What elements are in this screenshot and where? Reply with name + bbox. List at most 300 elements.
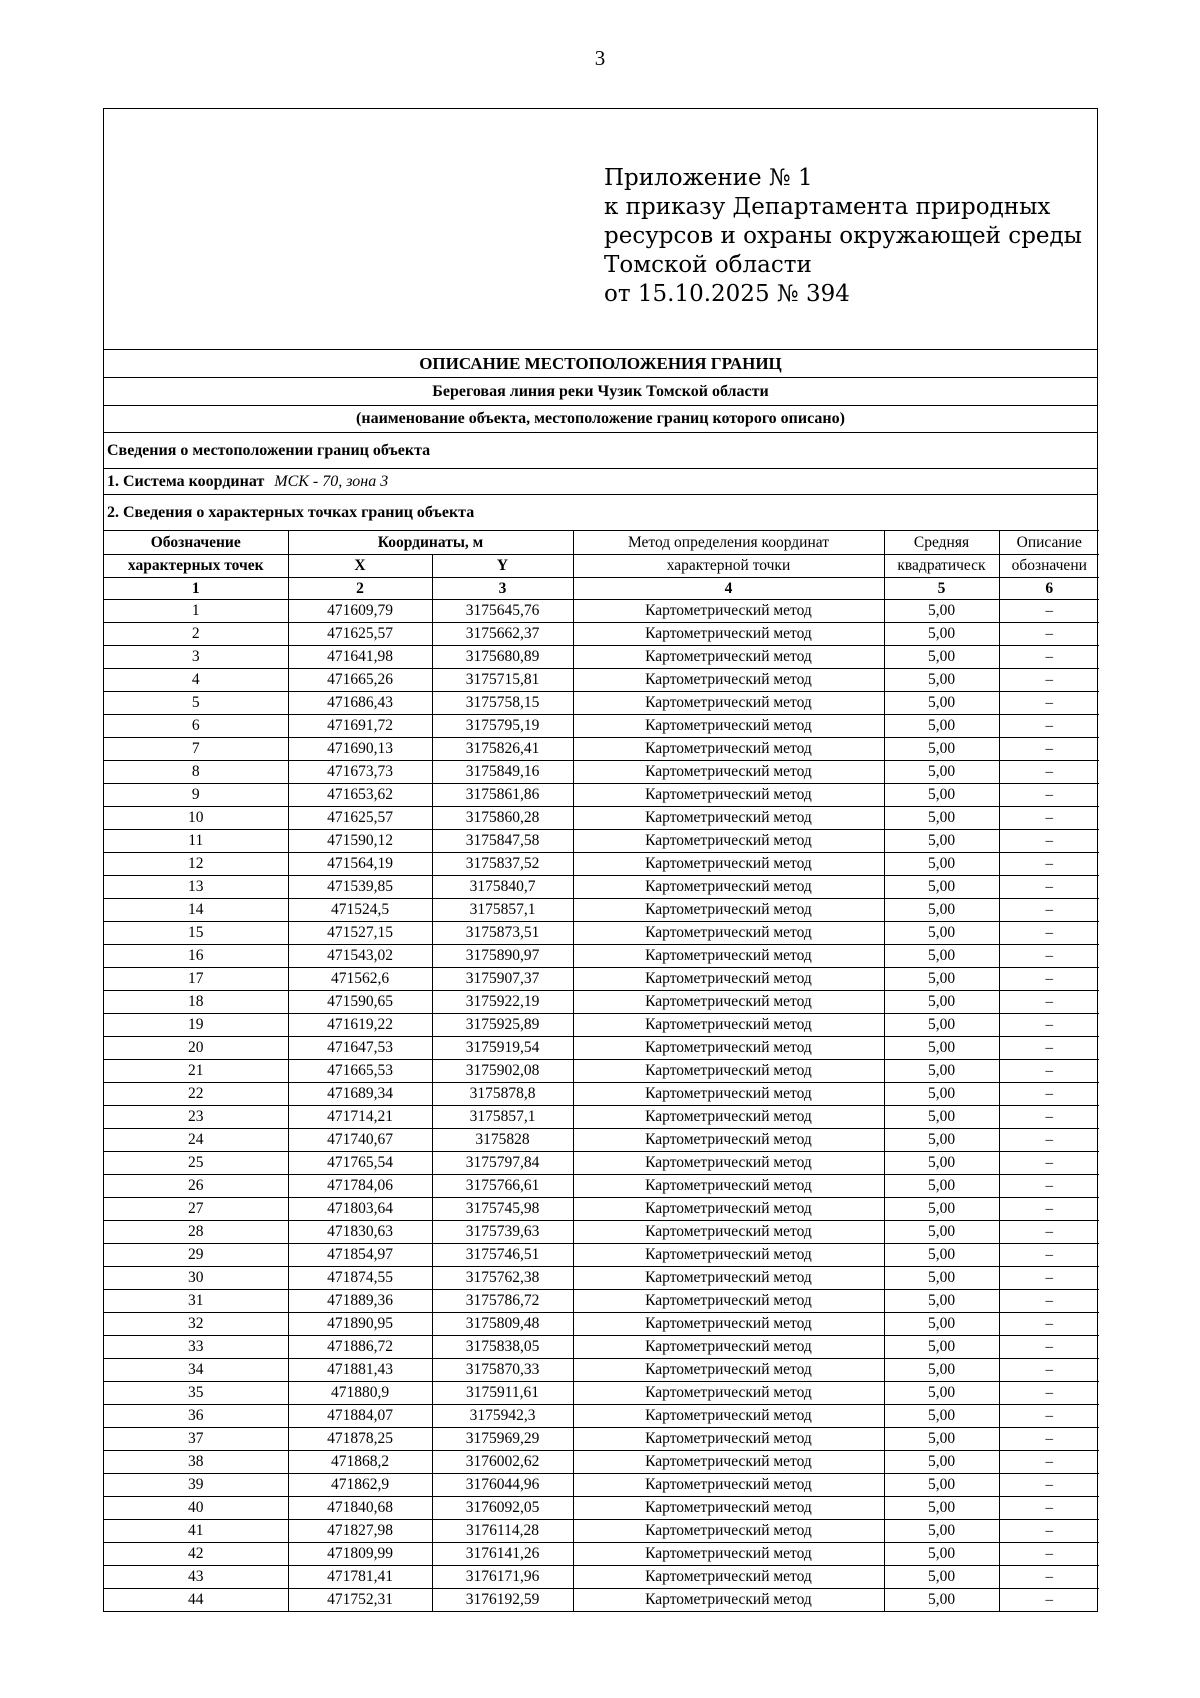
description-cell: – — [999, 600, 1099, 623]
coord-system-label: 1. Система координат — [107, 472, 265, 490]
description-cell: – — [999, 968, 1099, 991]
accuracy-cell: 5,00 — [884, 1543, 999, 1566]
accuracy-cell: 5,00 — [884, 991, 999, 1014]
method-cell: Картометрический метод — [573, 738, 884, 761]
y-coord-cell: 3175762,38 — [432, 1267, 573, 1290]
description-cell: – — [999, 738, 1099, 761]
coord-system-value: МСК - 70, зона 3 — [274, 472, 389, 490]
accuracy-cell: 5,00 — [884, 1566, 999, 1589]
method-cell: Картометрический метод — [573, 1497, 884, 1520]
col-number: 2 — [288, 578, 432, 600]
point-id-cell: 19 — [104, 1014, 288, 1037]
table-row — [104, 623, 1099, 646]
description-cell: – — [999, 1543, 1099, 1566]
description-cell: – — [999, 1474, 1099, 1497]
y-coord-cell: 3175911,61 — [432, 1382, 573, 1405]
table-row — [104, 1359, 1099, 1382]
accuracy-cell: 5,00 — [884, 1129, 999, 1152]
y-coord-cell: 3175890,97 — [432, 945, 573, 968]
y-coord-cell: 3176092,05 — [432, 1497, 573, 1520]
x-coord-cell: 471840,68 — [288, 1497, 432, 1520]
x-coord-cell: 471874,55 — [288, 1267, 432, 1290]
x-coord-cell: 471691,72 — [288, 715, 432, 738]
y-coord-cell: 3175838,05 — [432, 1336, 573, 1359]
accuracy-cell: 5,00 — [884, 1359, 999, 1382]
y-coord-cell: 3175873,51 — [432, 922, 573, 945]
method-cell: Картометрический метод — [573, 1520, 884, 1543]
accuracy-cell: 5,00 — [884, 1267, 999, 1290]
table-row — [104, 1382, 1099, 1405]
accuracy-cell: 5,00 — [884, 600, 999, 623]
table-row — [104, 899, 1099, 922]
method-cell: Картометрический метод — [573, 876, 884, 899]
method-cell: Картометрический метод — [573, 646, 884, 669]
table-row — [104, 1336, 1099, 1359]
method-cell: Картометрический метод — [573, 1106, 884, 1129]
accuracy-cell: 5,00 — [884, 1451, 999, 1474]
table-row — [104, 1106, 1099, 1129]
accuracy-cell: 5,00 — [884, 692, 999, 715]
y-coord-cell: 3175766,61 — [432, 1175, 573, 1198]
x-coord-cell: 471524,5 — [288, 899, 432, 922]
y-coord-cell: 3175746,51 — [432, 1244, 573, 1267]
description-cell: – — [999, 899, 1099, 922]
table-row — [104, 1175, 1099, 1198]
x-coord-cell: 471862,9 — [288, 1474, 432, 1497]
accuracy-cell: 5,00 — [884, 1497, 999, 1520]
x-coord-cell: 471886,72 — [288, 1336, 432, 1359]
y-coord-cell: 3175680,89 — [432, 646, 573, 669]
table-row — [104, 853, 1099, 876]
accuracy-cell: 5,00 — [884, 876, 999, 899]
description-cell: – — [999, 1198, 1099, 1221]
description-cell: – — [999, 1313, 1099, 1336]
table-row — [104, 922, 1099, 945]
appendix-line: Томской области — [604, 252, 812, 278]
description-cell: – — [999, 646, 1099, 669]
y-coord-cell: 3175828 — [432, 1129, 573, 1152]
y-coord-cell: 3175715,81 — [432, 669, 573, 692]
table-row — [104, 1543, 1099, 1566]
accuracy-cell: 5,00 — [884, 761, 999, 784]
y-coord-cell: 3175902,08 — [432, 1060, 573, 1083]
x-coord-cell: 471564,19 — [288, 853, 432, 876]
method-cell: Картометрический метод — [573, 1474, 884, 1497]
description-cell: – — [999, 1405, 1099, 1428]
point-id-cell: 3 — [104, 646, 288, 669]
method-cell: Картометрический метод — [573, 853, 884, 876]
description-cell: – — [999, 715, 1099, 738]
y-coord-cell: 3175969,29 — [432, 1428, 573, 1451]
x-coord-cell: 471609,79 — [288, 600, 432, 623]
y-coord-cell: 3175849,16 — [432, 761, 573, 784]
table-row — [104, 1451, 1099, 1474]
description-cell: – — [999, 692, 1099, 715]
description-cell: – — [999, 1359, 1099, 1382]
header-x: X — [288, 555, 432, 578]
accuracy-cell: 5,00 — [884, 1474, 999, 1497]
description-cell: – — [999, 853, 1099, 876]
description-cell: – — [999, 922, 1099, 945]
table-row — [104, 761, 1099, 784]
point-id-cell: 2 — [104, 623, 288, 646]
y-coord-cell: 3175797,84 — [432, 1152, 573, 1175]
x-coord-cell: 471714,21 — [288, 1106, 432, 1129]
x-coord-cell: 471854,97 — [288, 1244, 432, 1267]
x-coord-cell: 471881,43 — [288, 1359, 432, 1382]
table-row — [104, 692, 1099, 715]
y-coord-cell: 3175861,86 — [432, 784, 573, 807]
table-row — [104, 1267, 1099, 1290]
x-coord-cell: 471686,43 — [288, 692, 432, 715]
point-id-cell: 14 — [104, 899, 288, 922]
method-cell: Картометрический метод — [573, 715, 884, 738]
method-cell: Картометрический метод — [573, 899, 884, 922]
x-coord-cell: 471889,36 — [288, 1290, 432, 1313]
accuracy-cell: 5,00 — [884, 807, 999, 830]
table-row — [104, 1313, 1099, 1336]
description-cell: – — [999, 761, 1099, 784]
accuracy-cell: 5,00 — [884, 899, 999, 922]
x-coord-cell: 471784,06 — [288, 1175, 432, 1198]
table-row — [104, 991, 1099, 1014]
x-coord-cell: 471590,12 — [288, 830, 432, 853]
header-designation: Обозначение — [104, 531, 288, 555]
point-id-cell: 13 — [104, 876, 288, 899]
col-number: 4 — [573, 578, 884, 600]
x-coord-cell: 471880,9 — [288, 1382, 432, 1405]
y-coord-cell: 3176002,62 — [432, 1451, 573, 1474]
table-row — [104, 876, 1099, 899]
method-cell: Картометрический метод — [573, 1129, 884, 1152]
x-coord-cell: 471809,99 — [288, 1543, 432, 1566]
y-coord-cell: 3175837,52 — [432, 853, 573, 876]
point-id-cell: 39 — [104, 1474, 288, 1497]
table-row — [104, 738, 1099, 761]
table-row — [104, 830, 1099, 853]
y-coord-cell: 3175786,72 — [432, 1290, 573, 1313]
col-number: 3 — [432, 578, 573, 600]
appendix-line: ресурсов и охраны окружающей среды — [604, 223, 1082, 249]
accuracy-cell: 5,00 — [884, 1106, 999, 1129]
point-id-cell: 24 — [104, 1129, 288, 1152]
x-coord-cell: 471543,02 — [288, 945, 432, 968]
x-coord-cell: 471665,53 — [288, 1060, 432, 1083]
description-cell: – — [999, 1382, 1099, 1405]
accuracy-cell: 5,00 — [884, 1589, 999, 1612]
point-id-cell: 28 — [104, 1221, 288, 1244]
table-row — [104, 715, 1099, 738]
method-cell: Картометрический метод — [573, 1336, 884, 1359]
table-row — [104, 1129, 1099, 1152]
point-id-cell: 42 — [104, 1543, 288, 1566]
method-cell: Картометрический метод — [573, 600, 884, 623]
description-cell: – — [999, 623, 1099, 646]
header-method: Метод определения координат — [573, 531, 884, 555]
point-id-cell: 35 — [104, 1382, 288, 1405]
y-coord-cell: 3175758,15 — [432, 692, 573, 715]
x-coord-cell: 471539,85 — [288, 876, 432, 899]
table-row — [104, 784, 1099, 807]
object-hint: (наименование объекта, местоположение границ которого описано) — [104, 406, 1097, 433]
description-cell: – — [999, 1014, 1099, 1037]
y-coord-cell: 3176141,26 — [432, 1543, 573, 1566]
description-cell: – — [999, 1267, 1099, 1290]
method-cell: Картометрический метод — [573, 1060, 884, 1083]
accuracy-cell: 5,00 — [884, 669, 999, 692]
header-description-2: обозначени — [999, 555, 1099, 578]
description-cell: – — [999, 1083, 1099, 1106]
method-cell: Картометрический метод — [573, 1244, 884, 1267]
table-row — [104, 945, 1099, 968]
point-id-cell: 15 — [104, 922, 288, 945]
method-cell: Картометрический метод — [573, 1290, 884, 1313]
point-id-cell: 43 — [104, 1566, 288, 1589]
table-row — [104, 1589, 1099, 1612]
point-id-cell: 11 — [104, 830, 288, 853]
point-id-cell: 21 — [104, 1060, 288, 1083]
description-cell: – — [999, 1497, 1099, 1520]
accuracy-cell: 5,00 — [884, 1405, 999, 1428]
y-coord-cell: 3176044,96 — [432, 1474, 573, 1497]
description-cell: – — [999, 945, 1099, 968]
method-cell: Картометрический метод — [573, 1405, 884, 1428]
accuracy-cell: 5,00 — [884, 945, 999, 968]
description-cell: – — [999, 1336, 1099, 1359]
method-cell: Картометрический метод — [573, 1382, 884, 1405]
method-cell: Картометрический метод — [573, 692, 884, 715]
y-coord-cell: 3175662,37 — [432, 623, 573, 646]
x-coord-cell: 471740,67 — [288, 1129, 432, 1152]
accuracy-cell: 5,00 — [884, 623, 999, 646]
y-coord-cell: 3175870,33 — [432, 1359, 573, 1382]
table-row — [104, 1290, 1099, 1313]
x-coord-cell: 471527,15 — [288, 922, 432, 945]
table-row — [104, 1198, 1099, 1221]
description-cell: – — [999, 1566, 1099, 1589]
description-cell: – — [999, 1152, 1099, 1175]
col-number: 6 — [999, 578, 1099, 600]
y-coord-cell: 3175847,58 — [432, 830, 573, 853]
accuracy-cell: 5,00 — [884, 922, 999, 945]
x-coord-cell: 471619,22 — [288, 1014, 432, 1037]
accuracy-cell: 5,00 — [884, 1060, 999, 1083]
x-coord-cell: 471590,65 — [288, 991, 432, 1014]
description-cell: – — [999, 876, 1099, 899]
y-coord-cell: 3175857,1 — [432, 899, 573, 922]
description-cell: – — [999, 1428, 1099, 1451]
accuracy-cell: 5,00 — [884, 738, 999, 761]
accuracy-cell: 5,00 — [884, 1083, 999, 1106]
x-coord-cell: 471689,34 — [288, 1083, 432, 1106]
method-cell: Картометрический метод — [573, 1175, 884, 1198]
accuracy-cell: 5,00 — [884, 1428, 999, 1451]
accuracy-cell: 5,00 — [884, 1198, 999, 1221]
appendix-block — [604, 164, 1082, 309]
point-id-cell: 9 — [104, 784, 288, 807]
y-coord-cell: 3175795,19 — [432, 715, 573, 738]
point-id-cell: 44 — [104, 1589, 288, 1612]
accuracy-cell: 5,00 — [884, 1175, 999, 1198]
table-row — [104, 1474, 1099, 1497]
x-coord-cell: 471781,41 — [288, 1566, 432, 1589]
point-id-cell: 32 — [104, 1313, 288, 1336]
point-id-cell: 1 — [104, 600, 288, 623]
point-id-cell: 38 — [104, 1451, 288, 1474]
point-id-cell: 20 — [104, 1037, 288, 1060]
point-id-cell: 23 — [104, 1106, 288, 1129]
header-box — [104, 109, 1097, 350]
point-id-cell: 17 — [104, 968, 288, 991]
table-row — [104, 807, 1099, 830]
y-coord-cell: 3175919,54 — [432, 1037, 573, 1060]
point-id-cell: 26 — [104, 1175, 288, 1198]
description-cell: – — [999, 807, 1099, 830]
x-coord-cell: 471665,26 — [288, 669, 432, 692]
y-coord-cell: 3175645,76 — [432, 600, 573, 623]
document-title: ОПИСАНИЕ МЕСТОПОЛОЖЕНИЯ ГРАНИЦ — [104, 350, 1097, 378]
description-cell: – — [999, 1451, 1099, 1474]
table-row — [104, 646, 1099, 669]
description-cell: – — [999, 1244, 1099, 1267]
y-coord-cell: 3175857,1 — [432, 1106, 573, 1129]
table-row — [104, 1428, 1099, 1451]
accuracy-cell: 5,00 — [884, 1244, 999, 1267]
y-coord-cell: 3175878,8 — [432, 1083, 573, 1106]
description-cell: – — [999, 1060, 1099, 1083]
accuracy-cell: 5,00 — [884, 830, 999, 853]
points-table-body — [104, 600, 1099, 1612]
y-coord-cell: 3175745,98 — [432, 1198, 573, 1221]
method-cell: Картометрический метод — [573, 1359, 884, 1382]
point-id-cell: 33 — [104, 1336, 288, 1359]
col-number: 5 — [884, 578, 999, 600]
description-cell: – — [999, 1221, 1099, 1244]
point-id-cell: 22 — [104, 1083, 288, 1106]
y-coord-cell: 3175907,37 — [432, 968, 573, 991]
x-coord-cell: 471884,07 — [288, 1405, 432, 1428]
y-coord-cell: 3175925,89 — [432, 1014, 573, 1037]
col-number: 1 — [104, 578, 288, 600]
accuracy-cell: 5,00 — [884, 1037, 999, 1060]
x-coord-cell: 471830,63 — [288, 1221, 432, 1244]
method-cell: Картометрический метод — [573, 807, 884, 830]
header-designation-2: характерных точек — [104, 555, 288, 578]
description-cell: – — [999, 784, 1099, 807]
y-coord-cell: 3176192,59 — [432, 1589, 573, 1612]
table-row — [104, 669, 1099, 692]
accuracy-cell: 5,00 — [884, 1290, 999, 1313]
point-id-cell: 10 — [104, 807, 288, 830]
y-coord-cell: 3176114,28 — [432, 1520, 573, 1543]
page-number: 3 — [594, 46, 606, 70]
accuracy-cell: 5,00 — [884, 1152, 999, 1175]
x-coord-cell: 471752,31 — [288, 1589, 432, 1612]
method-cell: Картометрический метод — [573, 968, 884, 991]
point-id-cell: 31 — [104, 1290, 288, 1313]
description-cell: – — [999, 669, 1099, 692]
table-row — [104, 1152, 1099, 1175]
point-id-cell: 4 — [104, 669, 288, 692]
method-cell: Картометрический метод — [573, 1152, 884, 1175]
description-cell: – — [999, 1589, 1099, 1612]
table-row — [104, 1221, 1099, 1244]
y-coord-cell: 3175860,28 — [432, 807, 573, 830]
x-coord-cell: 471690,13 — [288, 738, 432, 761]
point-id-cell: 30 — [104, 1267, 288, 1290]
accuracy-cell: 5,00 — [884, 1336, 999, 1359]
accuracy-cell: 5,00 — [884, 1313, 999, 1336]
header-accuracy: Средняя — [884, 531, 999, 555]
y-coord-cell: 3175942,3 — [432, 1405, 573, 1428]
accuracy-cell: 5,00 — [884, 1014, 999, 1037]
point-id-cell: 8 — [104, 761, 288, 784]
x-coord-cell: 471765,54 — [288, 1152, 432, 1175]
table-row — [104, 1497, 1099, 1520]
x-coord-cell: 471890,95 — [288, 1313, 432, 1336]
method-cell: Картометрический метод — [573, 669, 884, 692]
accuracy-cell: 5,00 — [884, 968, 999, 991]
appendix-line: Приложение № 1 — [604, 165, 813, 191]
method-cell: Картометрический метод — [573, 1221, 884, 1244]
table-row — [104, 600, 1099, 623]
table-row — [104, 1244, 1099, 1267]
method-cell: Картометрический метод — [573, 1566, 884, 1589]
method-cell: Картометрический метод — [573, 761, 884, 784]
header-accuracy-2: квадратическ — [884, 555, 999, 578]
point-id-cell: 12 — [104, 853, 288, 876]
method-cell: Картометрический метод — [573, 1014, 884, 1037]
y-coord-cell: 3175922,19 — [432, 991, 573, 1014]
object-name: Береговая линия реки Чузик Томской области — [104, 378, 1097, 406]
method-cell: Картометрический метод — [573, 1589, 884, 1612]
table-row — [104, 1083, 1099, 1106]
description-cell: – — [999, 1037, 1099, 1060]
header-description: Описание — [999, 531, 1099, 555]
coord-system-row — [104, 469, 1097, 495]
table-row — [104, 1060, 1099, 1083]
x-coord-cell: 471878,25 — [288, 1428, 432, 1451]
appendix-line: к приказу Департамента природных — [604, 194, 1051, 220]
point-id-cell: 18 — [104, 991, 288, 1014]
method-cell: Картометрический метод — [573, 1543, 884, 1566]
method-cell: Картометрический метод — [573, 945, 884, 968]
method-cell: Картометрический метод — [573, 922, 884, 945]
y-coord-cell: 3175840,7 — [432, 876, 573, 899]
x-coord-cell: 471827,98 — [288, 1520, 432, 1543]
header-method-2: характерной точки — [573, 555, 884, 578]
y-coord-cell: 3175809,48 — [432, 1313, 573, 1336]
point-id-cell: 6 — [104, 715, 288, 738]
method-cell: Картометрический метод — [573, 1428, 884, 1451]
point-id-cell: 34 — [104, 1359, 288, 1382]
accuracy-cell: 5,00 — [884, 646, 999, 669]
description-cell: – — [999, 830, 1099, 853]
x-coord-cell: 471625,57 — [288, 807, 432, 830]
method-cell: Картометрический метод — [573, 1198, 884, 1221]
x-coord-cell: 471803,64 — [288, 1198, 432, 1221]
description-cell: – — [999, 991, 1099, 1014]
point-id-cell: 7 — [104, 738, 288, 761]
table-row — [104, 968, 1099, 991]
accuracy-cell: 5,00 — [884, 1221, 999, 1244]
accuracy-cell: 5,00 — [884, 784, 999, 807]
document-frame — [103, 108, 1098, 1612]
method-cell: Картометрический метод — [573, 830, 884, 853]
x-coord-cell: 471625,57 — [288, 623, 432, 646]
table-row — [104, 1037, 1099, 1060]
method-cell: Картометрический метод — [573, 1267, 884, 1290]
